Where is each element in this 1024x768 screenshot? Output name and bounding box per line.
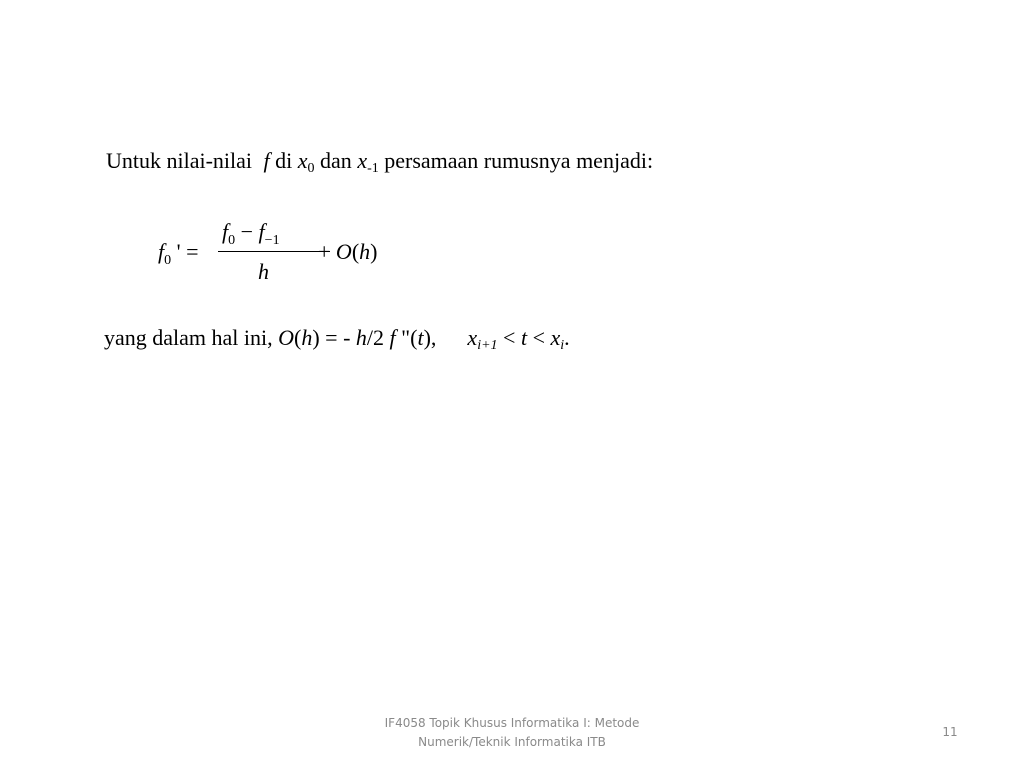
slide-footer (352, 714, 672, 752)
formula-lhs (158, 238, 199, 266)
footer-line-2: Numerik/Teknik Informatika ITB (418, 735, 606, 749)
error-term-line (104, 323, 570, 353)
line2-lt2: < (532, 325, 545, 350)
subscript-i: i (560, 338, 565, 353)
subscript-i-plus1: i+1 (477, 338, 498, 353)
lhs-f: f (158, 239, 165, 264)
footer-line-1: IF4058 Topik Khusus Informatika I: Metode (384, 716, 640, 730)
subscript-minus1: -1 (367, 161, 379, 176)
fraction-denominator: h (258, 259, 269, 284)
x-letter: x (357, 148, 368, 173)
page-number: 11 (942, 725, 958, 739)
rhs-O: O (335, 239, 352, 264)
x-letter: x (550, 325, 561, 350)
num-sub1: −1 (264, 233, 280, 248)
line2-h1: h (301, 325, 313, 350)
x-letter: x (297, 148, 308, 173)
line2-close-eq: ) = - (312, 325, 351, 350)
line2-t1: t (417, 325, 424, 350)
rhs-paren-open: ( (351, 239, 360, 264)
line2-O: O (278, 325, 295, 350)
fraction-numerator (222, 218, 280, 246)
num-f0: f (222, 219, 229, 244)
word-dan: dan (320, 148, 352, 173)
line2-close-comma: ), (423, 325, 437, 350)
line2-f: f (389, 325, 396, 350)
line2-x-i (550, 325, 565, 353)
word-di: di (275, 148, 293, 173)
rhs-plus: + (318, 239, 331, 264)
line2-h2: h (355, 325, 367, 350)
line2-x-i1 (467, 325, 498, 353)
lhs-subscript: 0 (164, 253, 172, 268)
symbol-f: f (263, 148, 270, 173)
rhs-paren-close: ) (370, 239, 378, 264)
derivative-formula (158, 214, 418, 294)
line2-paren-open: ( (294, 325, 302, 350)
num-f1: f (258, 219, 265, 244)
line2-intro: yang dalam hal ini, (104, 325, 273, 350)
line2-lt1: < (503, 325, 516, 350)
lhs-prime-equals: ' = (176, 239, 199, 264)
x-letter: x (467, 325, 478, 350)
rhs-h: h (359, 239, 371, 264)
line2-period: . (564, 325, 570, 350)
line2-div2: /2 (366, 325, 385, 350)
symbol-x-minus1 (357, 148, 379, 176)
intro-text-line (106, 146, 653, 176)
formula-rhs (318, 238, 377, 266)
num-sub0: 0 (228, 233, 236, 248)
subscript-0: 0 (307, 161, 315, 176)
line2-dprime: "( (401, 325, 418, 350)
num-minus: − (240, 219, 254, 244)
symbol-x0 (297, 148, 315, 176)
fraction-bar (218, 251, 330, 252)
rest-label: persamaan rumusnya menjadi: (384, 148, 654, 173)
line2-t2: t (520, 325, 528, 350)
intro-label: Untuk nilai-nilai (106, 148, 253, 173)
